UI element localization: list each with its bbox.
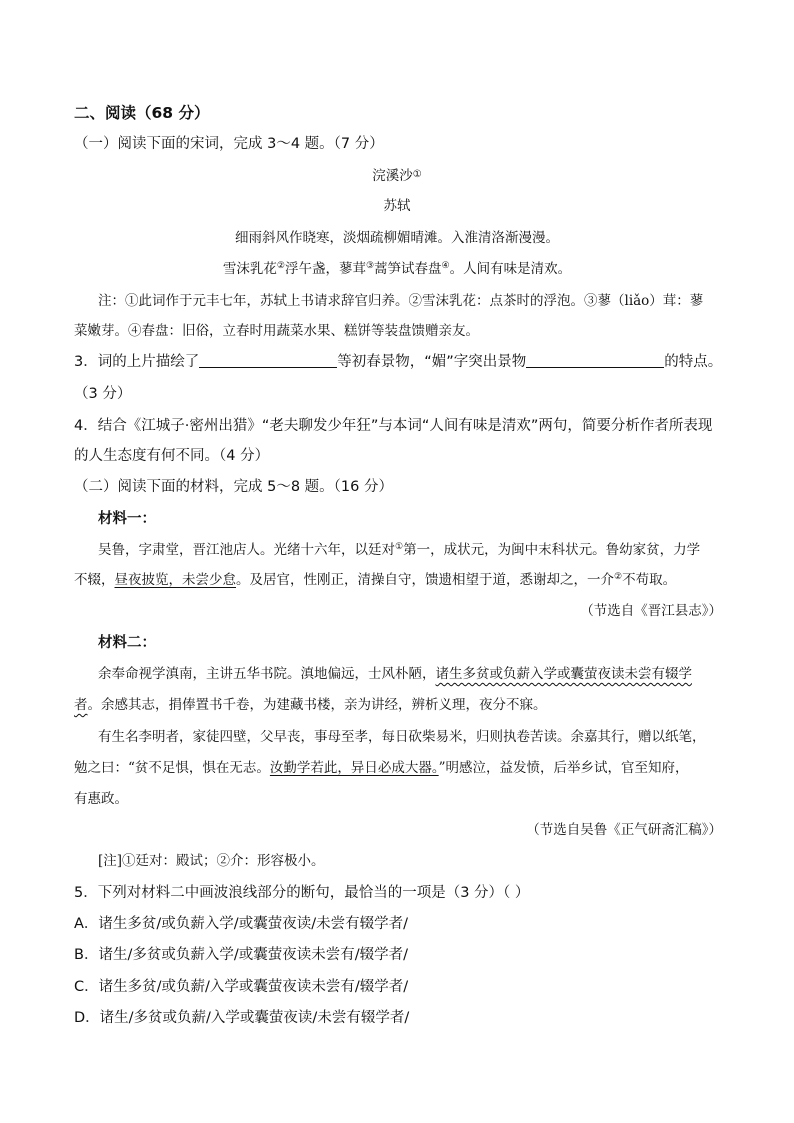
poem-note-line-1: 注：①此词作于元丰七年，苏轼上书请求辞官归养。②雪沫乳花：点茶时的浮泡。③蓼（liǎo）茸：蓼 (98, 293, 704, 309)
question-3: 3．词的上片描绘了 等初春景物，“媚”字突出景物 的特点。 (74, 354, 723, 370)
question-4-line-2: 的人生态度有何不同。（4 分） (74, 448, 270, 464)
underlined-sentence: 昼夜披览，未尝少怠 (114, 572, 236, 588)
question-5-stem: 5．下列对材料二中画波浪线部分的断句，最恰当的一项是（3 分）（ ） (74, 885, 530, 901)
material-2-line-4: 勉之曰：“贫不足惧，惧在无志。汝勤学若此，异日必成大器。”明感泣，益发愤，后举乡试，官至知府， (74, 760, 689, 776)
option-d[interactable]: D．诸生/多贫或负薪/入学或囊萤夜读/未尝有辍学者/ (74, 1010, 410, 1026)
option-b[interactable]: B．诸生/多贫或负薪入学/或囊萤夜读未尝有/辍学者/ (74, 947, 408, 963)
poem-note-line-2: 菜嫩芽。④春盘：旧俗，立春时用蔬菜水果、糕饼等装盘馈赠亲友。 (74, 323, 479, 339)
material-1-line-1: 吴鲁，字肃堂，晋江池店人。光绪十六年，以廷对①第一，成状元，为闽中末科状元。鲁幼家贫，力学 (98, 542, 701, 558)
material-2-line-5: 有惠政。 (74, 791, 128, 807)
part1-intro: （一）阅读下面的宋词，完成 3～4 题。（7 分） (74, 136, 384, 152)
material-1-source: （节选自《晋江县志》） (580, 603, 722, 619)
material-1-title: 材料一： (98, 511, 156, 527)
material-2-line-2: 者。余感其志，捐俸置书千卷，为建藏书楼，亲为讲经，辨析义理，夜分不寐。 (74, 697, 547, 713)
answer-blank-2[interactable] (526, 352, 664, 368)
poem-title: 浣溪沙① (372, 168, 422, 184)
underlined-sentence-2: 汝勤学若此，异日必成大器。 (269, 760, 439, 776)
question-3-score: （3 分） (74, 386, 132, 402)
part2-intro: （二）阅读下面的材料，完成 5～8 题。（16 分） (74, 479, 393, 495)
option-a[interactable]: A．诸生多贫/或负薪入学/或囊萤夜读/未尝有辍学者/ (74, 916, 408, 932)
material-2-line-1: 余奉命视学滇南，主讲五华书院。滇地偏远，士风朴陋，诸生多贫或负薪入学或囊萤夜读未尝有辍学 (98, 666, 692, 682)
answer-blank-1[interactable] (199, 352, 337, 368)
wavy-underlined-text: 诸生多贫或负薪入学或囊萤夜读未尝有辍学 (435, 666, 692, 682)
material-notes: [注]①廷对：殿试；②介：形容极小。 (98, 853, 325, 869)
poem-line-2: 雪沫乳花②浮午盏，蓼茸③蒿笋试春盘④。人间有味是清欢。 (222, 261, 572, 277)
poem-author: 苏轼 (383, 198, 411, 214)
poem-line-1: 细雨斜风作晓寒，淡烟疏柳媚晴滩。入淮清洛渐漫漫。 (235, 230, 559, 246)
material-1-line-2: 不辍，昼夜披览，未尝少怠。及居官，性刚正，清操自守，馈遗相望于道，悉谢却之，一介②不苟取。 (74, 572, 677, 588)
section-title: 二、阅读（68 分） (74, 104, 210, 122)
material-2-line-3: 有生名李明者，家徒四壁，父早丧，事母至孝，每日砍柴易米，归则执卷苦读。余嘉其行，赠以纸笔， (98, 729, 706, 745)
option-c[interactable]: C．诸生多贫/或负薪/入学或囊萤夜读未尝有/辍学者/ (74, 979, 409, 995)
question-4-line-1: 4．结合《江城子·密州出猎》“老夫聊发少年狂”与本词“人间有味是清欢”两句，简要分析作者所表现 (74, 418, 713, 434)
material-2-title: 材料二： (98, 635, 156, 651)
material-2-source: （节选自吴鲁《正气研斋汇稿》） (526, 822, 722, 838)
